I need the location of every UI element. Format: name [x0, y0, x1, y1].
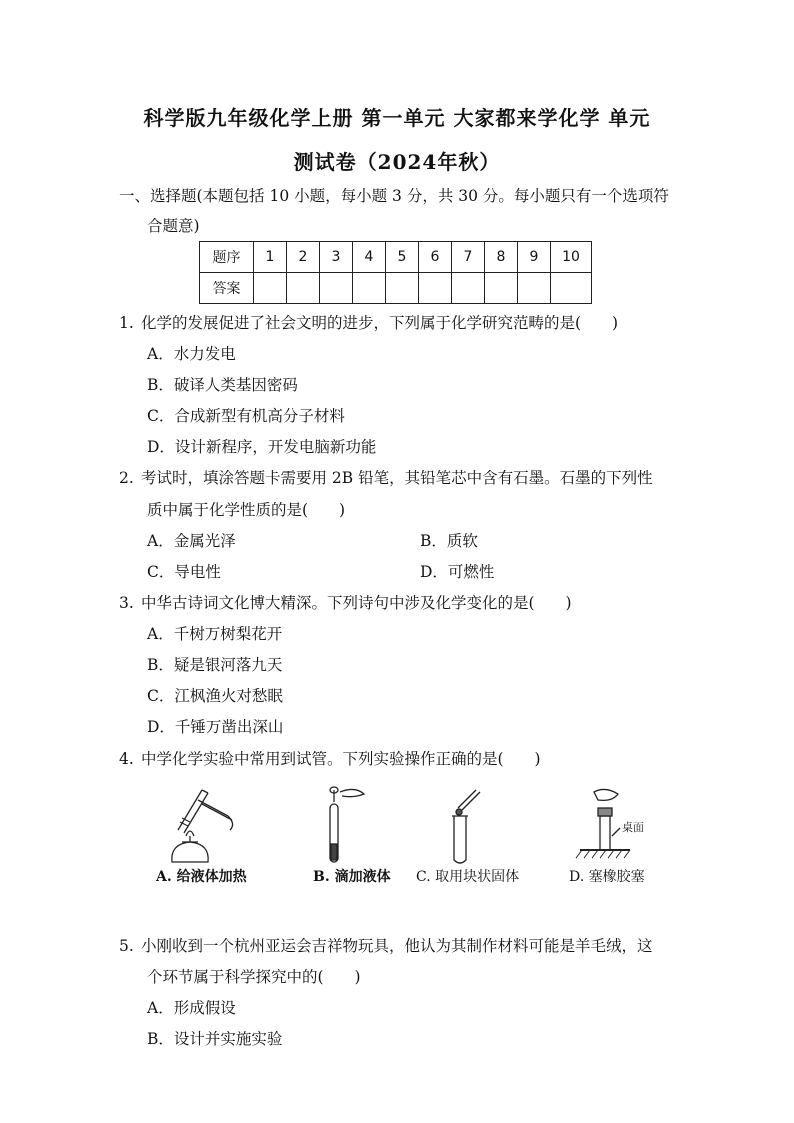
- question-5-stem-cont: 个环节属于科学探究中的( ): [147, 968, 361, 986]
- row-header-answer: 答案: [200, 273, 254, 304]
- q3-option-a: A．千树万树梨花开: [147, 625, 283, 643]
- q1-option-a: A．水力发电: [147, 345, 236, 363]
- question-5-stem: [119, 936, 653, 956]
- exam-title-line1: 科学版九年级化学上册 第一单元 大家都来学化学 单元: [143, 106, 651, 130]
- exam-title-line2: 测试卷（2024年秋）: [293, 150, 501, 174]
- q2-option-d: D．可燃性: [420, 563, 495, 581]
- q2-option-b: B．质软: [420, 532, 478, 550]
- test-tube-heating-illustration: [172, 790, 233, 862]
- desk-label: 桌面: [622, 821, 644, 834]
- question-number-cell: 7: [452, 242, 485, 273]
- question-text: 化学的发展促进了社会文明的进步，下列属于化学研究范畴的是( ): [141, 314, 619, 332]
- answer-table: [199, 241, 592, 304]
- question-number: 1.: [119, 314, 134, 332]
- question-number-cell: 2: [287, 242, 320, 273]
- caption-a: A. 给液体加热: [156, 869, 247, 885]
- answer-cell[interactable]: [485, 273, 518, 304]
- answer-cell[interactable]: [353, 273, 386, 304]
- block-solid-illustration: [452, 790, 480, 863]
- question-number-cell: 8: [485, 242, 518, 273]
- q1-option-b: B．破译人类基因密码: [147, 376, 298, 394]
- answer-cell[interactable]: [419, 273, 452, 304]
- question-1-stem: [119, 313, 618, 333]
- answer-table-row-answer: [200, 273, 592, 304]
- q2-option-c: C．导电性: [147, 563, 221, 581]
- question-2-stem-cont: 质中属于化学性质的是( ): [147, 501, 346, 519]
- question-number-cell: 10: [551, 242, 592, 273]
- q2-option-a: A．金属光泽: [147, 532, 236, 550]
- answer-cell[interactable]: [287, 273, 320, 304]
- question-text: 小刚收到一个杭州亚运会吉祥物玩具，他认为其制作材料可能是羊毛绒，这: [141, 937, 653, 955]
- question-text: 中学化学实验中常用到试管。下列实验操作正确的是( ): [141, 750, 541, 768]
- q3-option-d: D．千锤万凿出深山: [147, 718, 284, 736]
- answer-cell[interactable]: [254, 273, 287, 304]
- q5-option-a: A．形成假设: [147, 999, 236, 1017]
- question-number-cell: 3: [320, 242, 353, 273]
- question-3-stem: [119, 593, 572, 613]
- question-4-stem: [119, 749, 541, 769]
- question-number: 4.: [119, 750, 134, 768]
- caption-c: C. 取用块状固体: [416, 869, 520, 885]
- question-text: 中华古诗词文化博大精深。下列诗句中涉及化学变化的是( ): [141, 594, 572, 612]
- question-number-cell: 6: [419, 242, 452, 273]
- q1-option-d: D．设计新程序，开发电脑新功能: [147, 438, 377, 456]
- question-number-cell: 4: [353, 242, 386, 273]
- answer-cell[interactable]: [551, 273, 592, 304]
- question-2-stem: [119, 468, 653, 488]
- answer-cell[interactable]: [320, 273, 353, 304]
- question-number: 5.: [119, 937, 134, 955]
- question-number-cell: 1: [254, 242, 287, 273]
- q3-option-c: C．江枫渔火对愁眠: [147, 687, 283, 705]
- caption-b: B. 滴加液体: [313, 869, 391, 885]
- answer-cell[interactable]: [452, 273, 485, 304]
- answer-cell[interactable]: [518, 273, 551, 304]
- section-instructions: 一、选择题(本题包括 10 小题，每小题 3 分，共 30 分。每小题只有一个选项符: [119, 187, 669, 205]
- section-instructions-cont: 合题意): [147, 217, 200, 235]
- lab-operations-figure: [150, 786, 670, 890]
- question-number-cell: 9: [518, 242, 551, 273]
- dropper-illustration: [330, 787, 364, 862]
- question-text: 考试时，填涂答题卡需要用 2B 铅笔，其铅笔芯中含有石墨。石墨的下列性: [141, 469, 653, 487]
- answer-table-row-number: [200, 242, 592, 273]
- row-header-number: 题序: [200, 242, 254, 273]
- q3-option-b: B．疑是银河落九天: [147, 656, 283, 674]
- caption-d: D. 塞橡胶塞: [569, 869, 645, 885]
- q1-option-c: C．合成新型有机高分子材料: [147, 407, 345, 425]
- question-number-cell: 5: [386, 242, 419, 273]
- lab-operations-drawing: [150, 786, 670, 866]
- answer-cell[interactable]: [386, 273, 419, 304]
- q5-option-b: B．设计并实施实验: [147, 1030, 283, 1048]
- question-number: 2.: [119, 469, 134, 487]
- question-number: 3.: [119, 594, 134, 612]
